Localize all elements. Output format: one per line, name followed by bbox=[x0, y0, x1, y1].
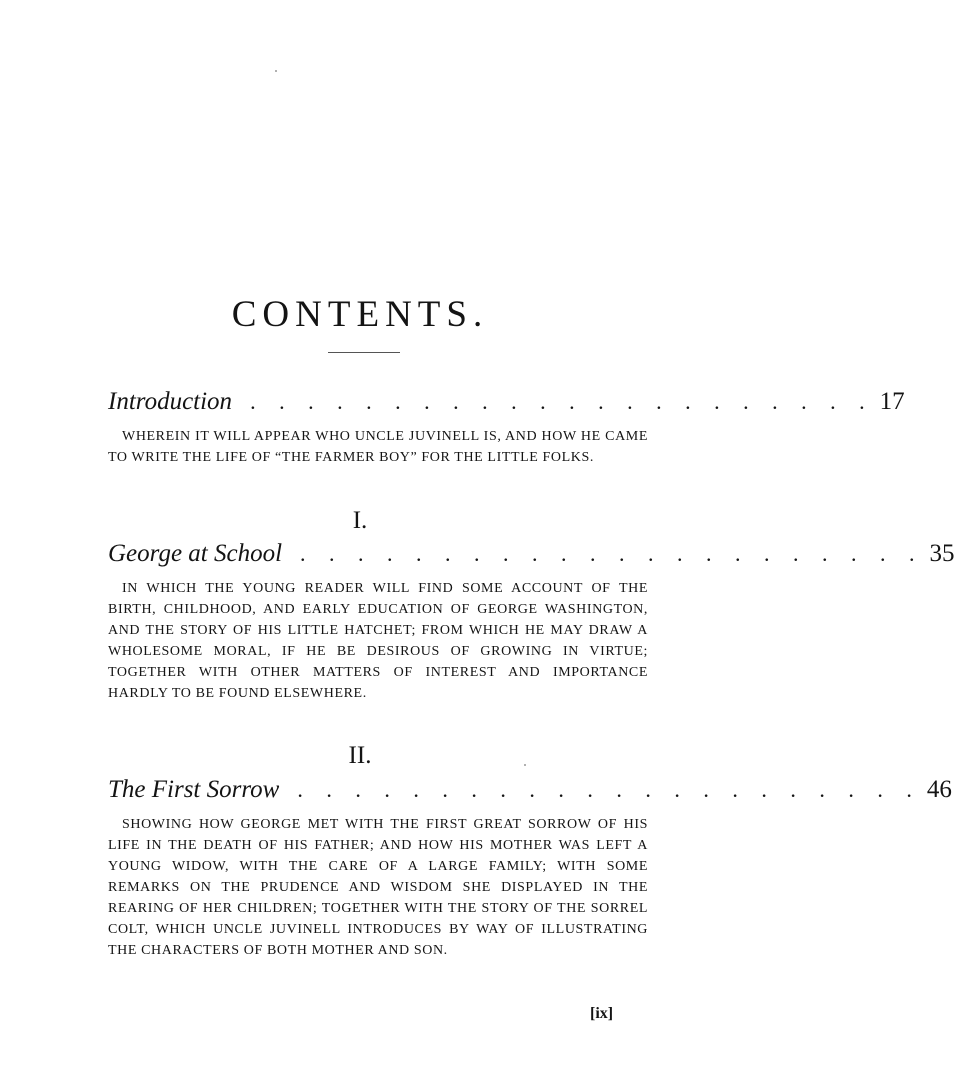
chapter-numeral: II. bbox=[348, 742, 372, 769]
entry-title: George at School bbox=[108, 540, 283, 567]
toc-entry-line bbox=[108, 388, 905, 416]
entry-page-number: 46 bbox=[926, 776, 952, 803]
entry-description: IN WHICH THE YOUNG READER WILL FIND SOME ACCOUNT OF THE BIRTH, CHILDHOOD, AND EARLY EDUCATION OF GEORGE WASHINGTON, AND THE STORY OF HIS LITTLE HATCHET; FROM WHICH HE MAY DRAW A WHOLESOME MORAL, IF HE BE DESIROUS OF GROWING IN VIRTUE; TOGETHER WITH OTHER MATTERS OF INTEREST AND IMPORTANCE HARDLY TO BE FOUND ELSEWHERE. bbox=[108, 581, 648, 701]
toc-entry-line bbox=[108, 540, 955, 568]
entry-title: The First Sorrow bbox=[108, 776, 280, 803]
toc-entry-the-first-sorrow bbox=[108, 776, 952, 961]
entry-description: SHOWING HOW GEORGE MET WITH THE FIRST GREAT SORROW OF HIS LIFE IN THE DEATH OF HIS FATHER; AND HOW HIS MOTHER WAS LEFT A YOUNG WIDOW, WITH THE CARE OF A LARGE FAMILY; WITH SOME REMARKS ON THE PRUDENCE AND WISDOM SHE DISPLAYED IN THE REARING OF HER CHILDREN; TOGETHER WITH THE STORY OF THE SORREL COLT, WHICH UNCLE JUVINELL INTRODUCES BY WAY OF ILLUSTRATING THE CHARACTERS OF BOTH MOTHER AND SON. bbox=[108, 817, 648, 958]
ornamental-rule bbox=[328, 352, 400, 353]
dot-leader: . . . . . . . . . . . . . . . . . . . . . . bbox=[297, 777, 921, 802]
entry-title: Introduction bbox=[108, 388, 233, 415]
contents-heading: CONTENTS. bbox=[231, 293, 489, 335]
toc-entry-george-at-school bbox=[108, 540, 955, 704]
toc-entry-introduction bbox=[108, 388, 905, 468]
entry-description: WHEREIN IT WILL APPEAR WHO UNCLE JUVINELL IS, AND HOW HE CAME TO WRITE THE LIFE OF “THE FARMER BOY” FOR THE LITTLE FOLKS. bbox=[108, 429, 648, 465]
toc-entry-line bbox=[108, 776, 952, 804]
chapter-numeral: I. bbox=[352, 507, 368, 534]
dot-leader: . . . . . . . . . . . . . . . . . . . . . . bbox=[250, 389, 874, 414]
page-speck bbox=[275, 70, 277, 72]
entry-page-number: 35 bbox=[929, 540, 955, 567]
entry-page-number: 17 bbox=[879, 388, 905, 415]
page-folio: [ix] bbox=[590, 1005, 614, 1022]
dot-leader: . . . . . . . . . . . . . . . . . . . . . . bbox=[300, 541, 924, 566]
